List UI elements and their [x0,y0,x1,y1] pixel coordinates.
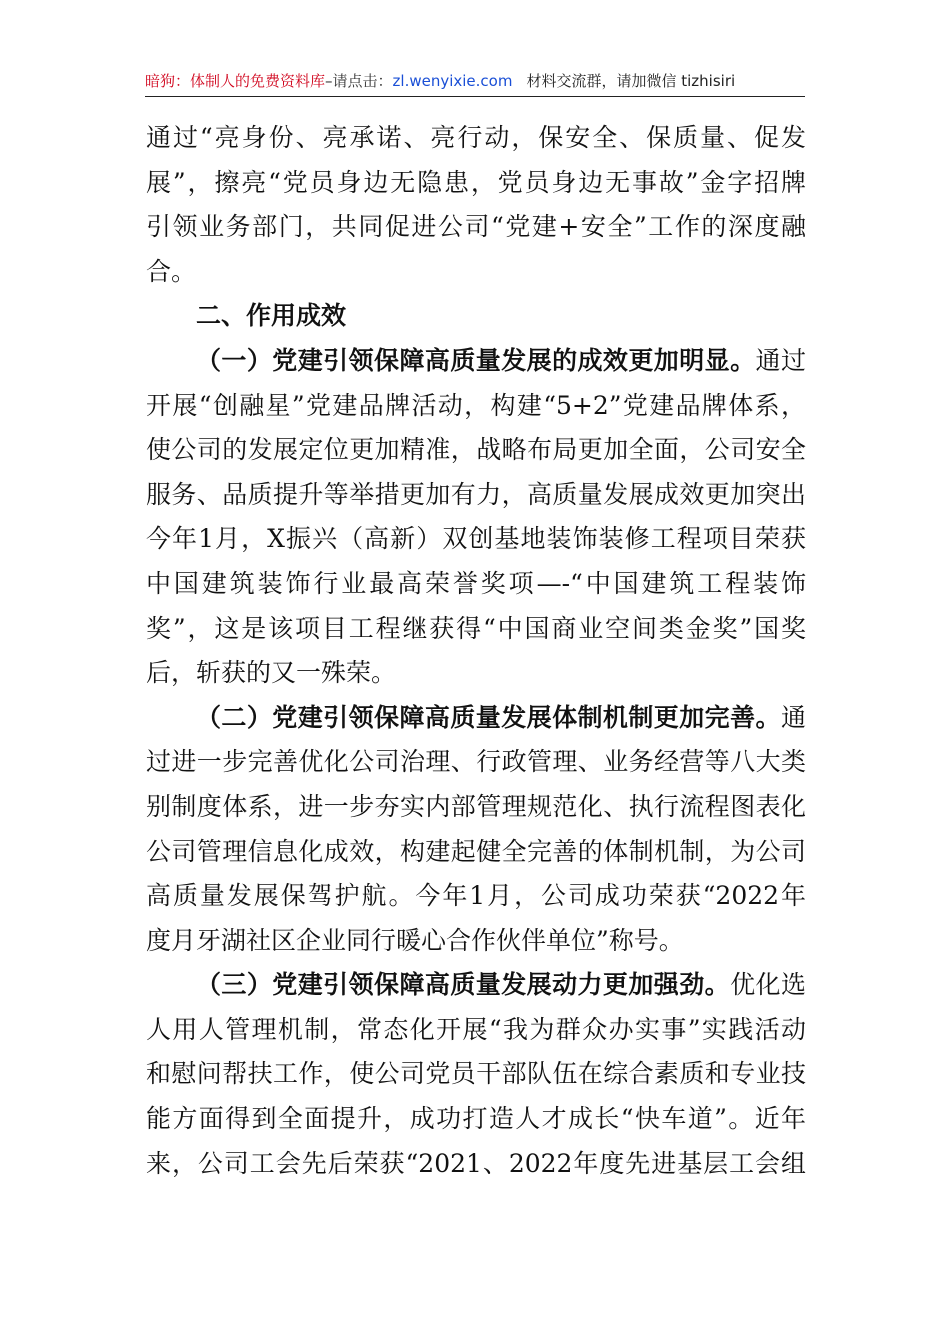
paragraph-first-line [146,963,806,1008]
header-contact: 材料交流群，请加微信 tizhisiri [526,72,736,90]
text-line: 高质量发展保驾护航。今年1月，公司成功荣获“2022年 [146,881,806,911]
text-line: 奖”，这是该项目工程继获得“中国商业空间类金奖”国奖 [146,613,806,643]
text-line: 公司管理信息化成效，构建起健全完善的体制机制，为公司 [146,836,806,866]
text-run: 优化选 [730,970,806,1000]
paragraph-lead: （一）党建引领保障高质量发展的成效更加明显。 [196,345,756,375]
text-line: 展”，擦亮“党员身边无隐患，党员身边无事故”金字招牌 [146,167,806,197]
text-line: 开展“创融星”党建品牌活动，构建“5+2”党建品牌体系， [146,390,806,420]
text-line: 来，公司工会先后荣获“2021、2022年度先进基层工会组 [146,1148,806,1178]
text-line: 人用人管理机制，常态化开展“我为群众办实事”实践活动 [146,1014,806,1044]
text-line: 和慰问帮扶工作，使公司党员干部队伍在综合素质和专业技 [146,1059,806,1089]
document-body [146,116,806,1186]
text-line: 后，斩获的又一殊荣。 [146,658,397,688]
text-line: 合。 [146,256,197,286]
text-line: 能方面得到全面提升，成功打造人才成长“快车道”。近年 [146,1104,806,1134]
text-line: 通过“亮身份、亮承诺、亮行动，保安全、保质量、促发 [146,123,806,152]
page-header [145,70,805,97]
text-line: 中国建筑装饰行业最高荣誉奖项—-“中国建筑工程装饰 [146,568,806,598]
paragraph-lead: （二）党建引领保障高质量发展体制机制更加完善。 [196,702,781,732]
paragraph-first-line [146,339,806,384]
paragraph-lead: （三）党建引领保障高质量发展动力更加强劲。 [196,970,731,1000]
text-line: 度月牙湖社区企业同行暖心合作伙伴单位”称号。 [146,925,684,955]
header-link[interactable]: zl.wenyixie.com [392,72,513,90]
text-line: 使公司的发展定位更加精准，战略布局更加全面，公司安全 [146,435,806,465]
text-line: 服务、品质提升等举措更加有力，高质量发展成效更加突出 [146,479,806,509]
text-run: 通过 [755,345,806,375]
section-heading: 二、作用成效 [196,301,347,331]
text-line: 今年1月，X振兴（高新）双创基地装饰装修工程项目荣获 [146,524,806,554]
text-line: 过进一步完善优化公司治理、行政管理、业务经营等八大类 [146,747,806,777]
text-run: 通 [780,702,806,732]
text-line: 别制度体系，进一步夯实内部管理规范化、执行流程图表化 [146,791,806,821]
paragraph-first-line [146,696,806,741]
text-line: 引领业务部门，共同促进公司“党建+安全”工作的深度融 [146,212,806,242]
header-prompt: –请点击： [325,72,393,90]
header-brand: 暗狗：体制人的免费资料库 [145,72,326,90]
